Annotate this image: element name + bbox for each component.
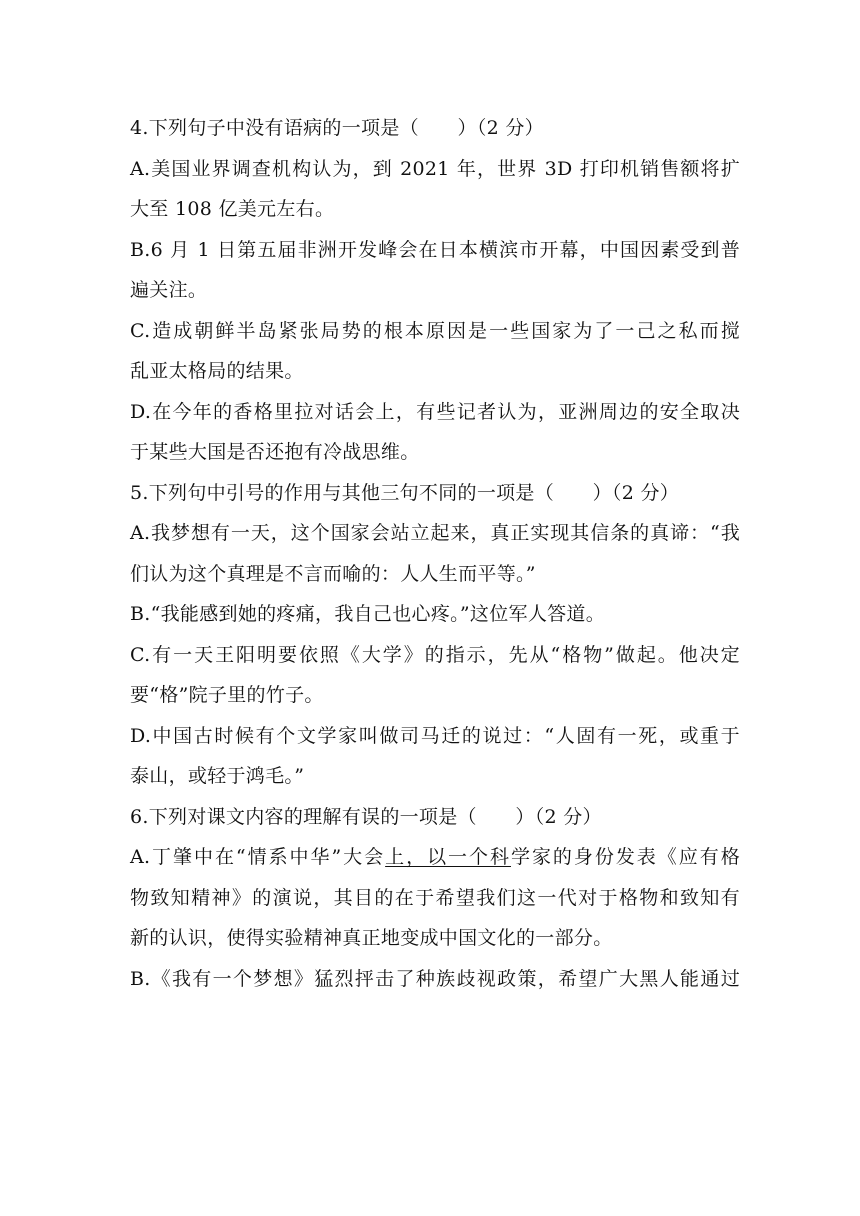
question-6-stem: 6.下列对课文内容的理解有误的一项是（ ）（2 分）: [130, 805, 602, 828]
question-4-option-d-line-1: D.在今年的香格里拉对话会上，有些记者认为，亚洲周边的安全取决: [130, 400, 740, 423]
question-5-option-b-line-1: B.“我能感到她的疼痛，我自己也心疼。”这位军人答道。: [130, 603, 606, 625]
question-4-option-b-line-1: B.6 月 1 日第五届非洲开发峰会在日本横滨市开幕，中国因素受到普: [130, 238, 740, 261]
question-6-option-b-line-1: B.《我有一个梦想》猛烈抨击了种族歧视政策，希望广大黑人能通过: [130, 967, 740, 990]
question-4-option-c-line-2: 乱亚太格局的结果。: [130, 360, 304, 382]
question-4-option-d-line-2: 于某些大国是否还抱有冷战思维。: [130, 441, 420, 463]
question-4-option-a-line-2: 大至 108 亿美元左右。: [130, 198, 335, 220]
question-6-option-a-underlined-text: 上，以一个科: [385, 846, 511, 868]
question-6-option-a-line-3: 新的认识，使得实验精神真正地变成中国文化的一部分。: [130, 927, 613, 949]
question-6-option-a-text-post: 学家的身份发表《应有格: [510, 846, 740, 868]
question-4-option-a-line-1: A.美国业界调查机构认为，到 2021 年，世界 3D 打印机销售额将扩: [130, 157, 740, 180]
question-6-option-a-text-pre: A.丁肇中在“情系中华”大会: [130, 846, 386, 868]
question-4-option-b-line-2: 遍关注。: [130, 279, 208, 301]
question-5-option-c-line-1: C.有一天王阳明要依照《大学》的指示，先从“格物”做起。他决定: [130, 643, 740, 666]
question-5-option-a-line-2: 们认为这个真理是不言而喻的：人人生而平等。”: [130, 562, 536, 585]
question-4-option-c-line-1: C.造成朝鲜半岛紧张局势的根本原因是一些国家为了一己之私而搅: [130, 319, 740, 342]
question-5-option-a-line-1: A.我梦想有一天，这个国家会站立起来，真正实现其信条的真谛：“我: [130, 522, 740, 544]
question-4-stem: 4.下列句子中没有语病的一项是（ ）（2 分）: [130, 117, 544, 139]
question-5-option-d-line-1: D.中国古时候有个文学家叫做司马迁的说过：“人固有一死，或重于: [130, 724, 740, 747]
question-5-option-d-line-2: 泰山，或轻于鸿毛。”: [130, 765, 305, 787]
exam-content: [130, 108, 740, 999]
question-6-option-a-line-2: 物致知精神》的演说，其目的在于希望我们这一代对于格物和致知有: [130, 886, 740, 909]
question-5-option-c-line-2: 要“格”院子里的竹子。: [130, 684, 324, 706]
question-5-stem: 5.下列句中引号的作用与其他三句不同的一项是（ ）（2 分）: [130, 481, 680, 504]
question-6-option-a-line-1: [130, 837, 740, 878]
